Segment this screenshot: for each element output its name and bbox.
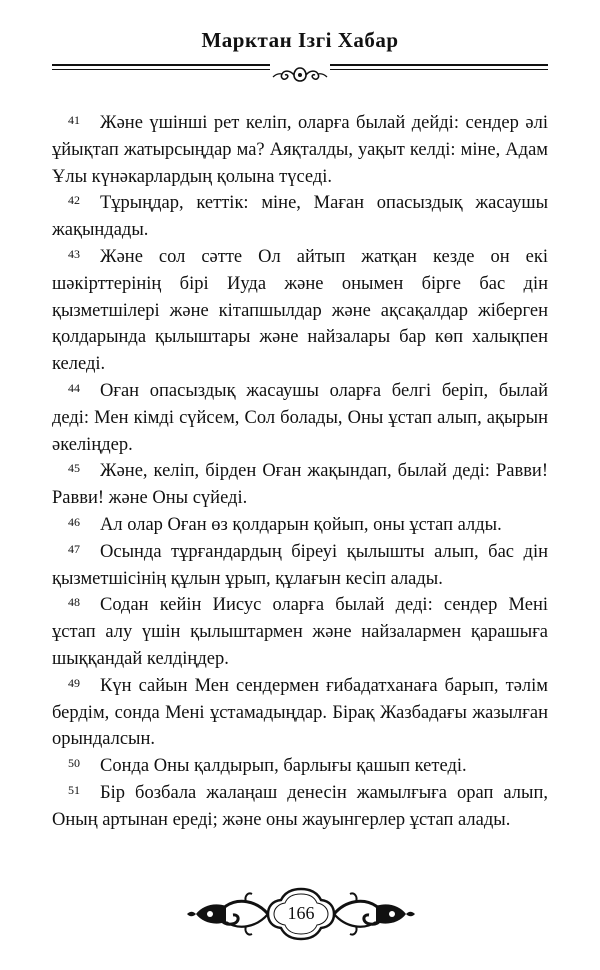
verse-48 [52,592,548,672]
verse-number: 42 [68,193,80,208]
verse-42 [52,190,548,244]
verse-number: 45 [68,461,80,476]
verse-46 [52,512,548,539]
verse-43 [52,244,548,378]
verse-51 [52,780,548,834]
verse-text-content: Ал олар Оған өз қолдарын қойып, оны ұстап алды. [100,514,502,535]
verse-text-content: Бір бозбала жалаңаш денесін жамылғыға орап алып, Оның артынан ереді; және оны жауынгерлер ұстап алады. [52,782,548,830]
header-ornament-icon [270,64,330,86]
verse-45 [52,458,548,512]
verse-text-content: Осында тұрғандардың біреуі қылышты алып, бас дін қызметшісінің құлын ұрып, құлағын кесіп алады. [52,541,548,589]
verse-number: 43 [68,246,80,261]
verse-number: 51 [68,782,80,797]
page-number: 166 [287,903,315,923]
verse-text-content: Және сол сәтте Ол айтып жатқан кезде он екі шәкірттерінің бірі Иуда және онымен бірге бас дін қызметшілері және кітапшылдар және ақсақалдар жіберген қолдарында қылыштары және найзалары бар көп халықпен келеді. [52,246,548,375]
verse-number: 47 [68,541,80,556]
verse-text-content: Содан кейін Иисус оларға былай деді: сендер Мені ұстап алу үшін қылыштармен және найзалармен қарашыға шыққандай келдіңдер. [52,595,548,669]
verse-text-content: Тұрыңдар, кеттік: міне, Маған опасыздық жасаушы жақындады. [52,193,548,241]
verse-text-content: Және, келіп, бірден Оған жақындап, былай деді: Равви! Равви! және Оны сүйеді. [52,461,548,509]
verse-41 [52,110,548,190]
verse-text [52,110,548,834]
verse-number: 41 [68,113,80,127]
verse-number: 49 [68,675,80,690]
verse-50 [52,753,548,780]
running-header: Марктан Ізгі Хабар [201,28,399,52]
verse-47 [52,539,548,593]
verse-text-content: Сонда Оны қалдырып, барлығы қашып кетеді. [100,756,467,777]
verse-number: 46 [68,514,80,529]
verse-text-content: Және үшінші рет келіп, оларға былай дейді: сендер әлі ұйықтап жатырсыңдар ма? Аяқталды, уақыт келді: міне, Адам Ұлы күнәкарлардың қолына түседі. [52,113,548,187]
verse-number: 50 [68,756,80,771]
verse-number: 48 [68,595,80,610]
verse-44 [52,378,548,458]
verse-text-content: Оған опасыздық жасаушы оларға белгі беріп, былай деді: Мен кімді сүйсем, Сол болады, Оны ұстап алып, ақырын әкеліңдер. [52,380,548,455]
verse-number: 44 [68,380,80,395]
verse-49 [52,673,548,753]
verse-text-content: Күн сайын Мен сендермен ғибадатханаға барып, тәлім бердім, сонда Мені ұстамадыңдар. Бірақ Жазбадағы жазылған орындалсын. [52,675,548,750]
